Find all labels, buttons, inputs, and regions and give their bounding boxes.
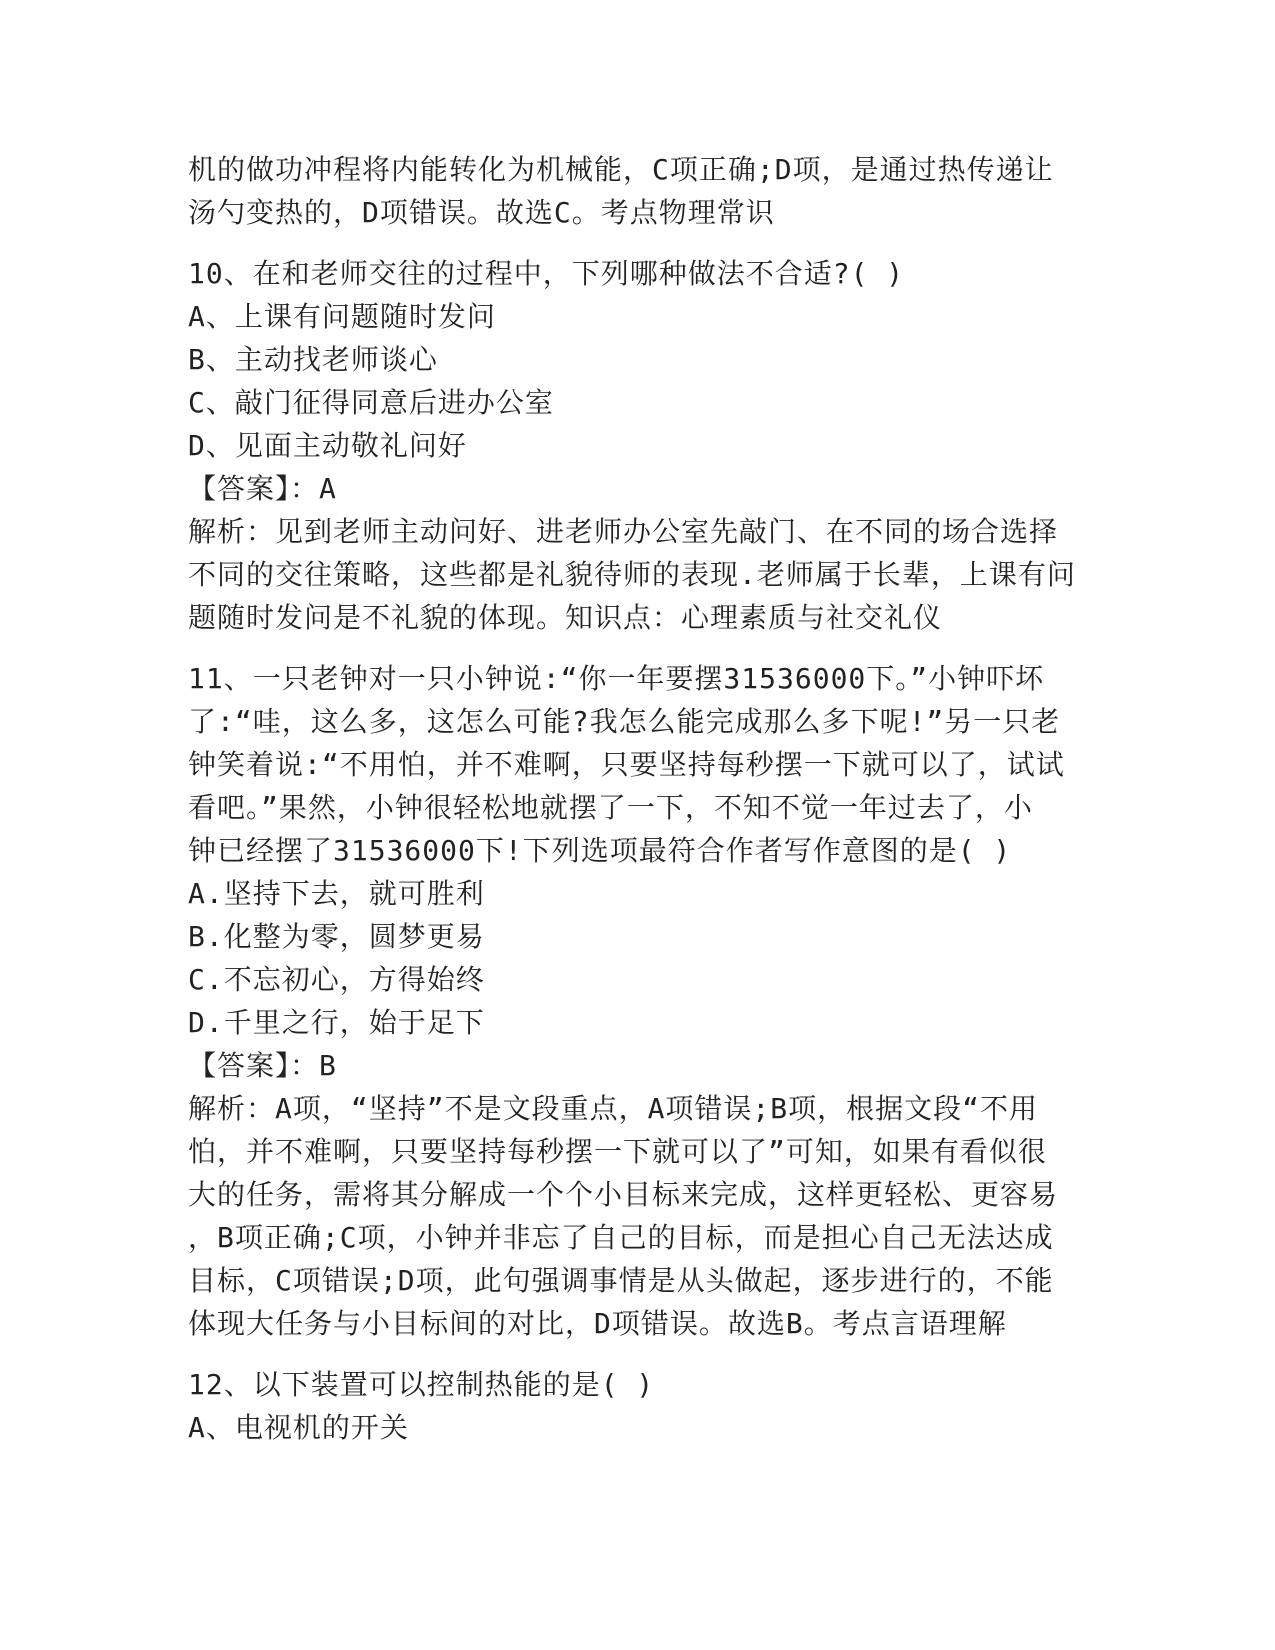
explanation-line: ，B项正确;C项，小钟并非忘了自己的目标，而是担心自己无法达成: [188, 1221, 1054, 1254]
explanation-line: 怕，并不难啊，只要坚持每秒摆一下就可以了”可知，如果有看似很: [188, 1135, 1047, 1168]
explanation-line: 目标，C项错误;D项，此句强调事情是从头做起，逐步进行的，不能: [188, 1264, 1054, 1297]
option-c: C、敲门征得同意后进办公室: [188, 386, 554, 419]
question-stem: 钟已经摆了31536000下!下列选项最符合作者写作意图的是( ): [188, 834, 1012, 867]
option-a: A.坚持下去，就可胜利: [188, 877, 485, 910]
question-stem: 11、一只老钟对一只小钟说:“你一年要摆31536000下。”小钟吓坏: [188, 662, 1045, 695]
question-stem: 了:“哇，这么多，这怎么可能?我怎么能完成那么多下呢!”另一只老: [188, 705, 1061, 738]
question-12: [188, 1363, 1088, 1449]
text-line: 机的做功冲程将内能转化为机械能，C项正确;D项，是通过热传递让: [188, 153, 1054, 186]
question-stem: 10、在和老师交往的过程中，下列哪种做法不合适?( ): [188, 257, 905, 290]
explanation-line: 不同的交往策略，这些都是礼貌待师的表现.老师属于长辈，上课有问: [188, 558, 1076, 591]
question-11: [188, 657, 1088, 1345]
explanation-line: 解析：见到老师主动问好、进老师办公室先敲门、在不同的场合选择: [188, 515, 1059, 548]
option-d: D、见面主动敬礼问好: [188, 429, 467, 462]
text-line: 汤勺变热的，D项错误。故选C。考点物理常识: [188, 196, 775, 229]
answer-line: 【答案】：A: [188, 472, 337, 505]
option-c: C.不忘初心，方得始终: [188, 963, 485, 996]
answer-line: 【答案】：B: [188, 1049, 337, 1082]
question-stem: 看吧。”果然，小钟很轻松地就摆了一下，不知不觉一年过去了，小: [188, 791, 1033, 824]
option-a: A、电视机的开关: [188, 1411, 409, 1444]
option-b: B.化整为零，圆梦更易: [188, 920, 485, 953]
option-b: B、主动找老师谈心: [188, 343, 438, 376]
explanation-line: 体现大任务与小目标间的对比，D项错误。故选B。考点言语理解: [188, 1307, 1007, 1340]
text-block-1: [188, 148, 1088, 234]
explanation-line: 解析：A项，“坚持”不是文段重点，A项错误;B项，根据文段“不用: [188, 1092, 1039, 1125]
question-stem: 12、以下装置可以控制热能的是( ): [188, 1368, 655, 1401]
option-a: A、上课有问题随时发问: [188, 300, 496, 333]
document-page: [188, 148, 1088, 1449]
explanation-line: 题随时发问是不礼貌的体现。知识点：心理素质与社交礼仪: [188, 601, 943, 634]
explanation-line: 大的任务，需将其分解成一个个小目标来完成，这样更轻松、更容易: [188, 1178, 1059, 1211]
option-d: D.千里之行，始于足下: [188, 1006, 485, 1039]
question-10: [188, 252, 1088, 639]
question-stem: 钟笑着说:“不用怕，并不难啊，只要坚持每秒摆一下就可以了，试试: [188, 748, 1065, 781]
